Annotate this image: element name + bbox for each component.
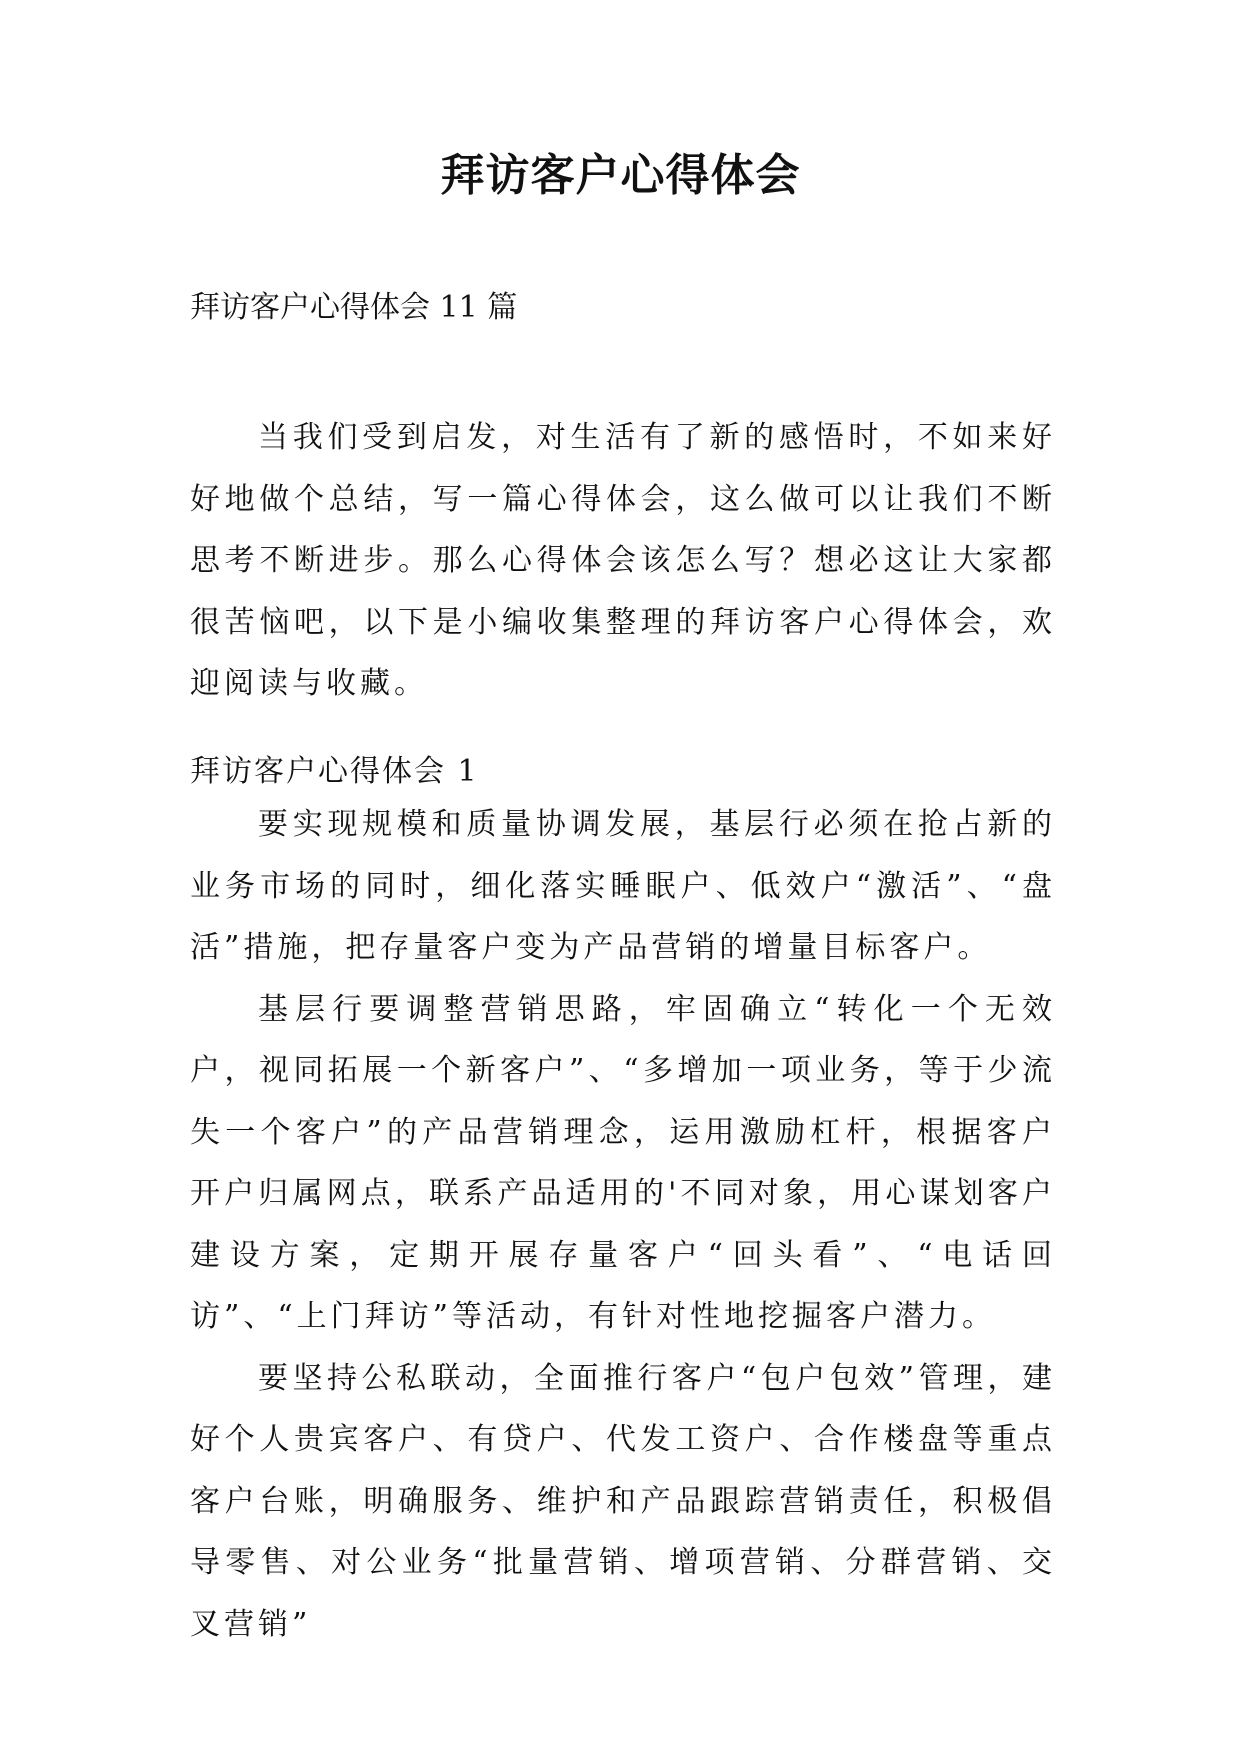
section-heading: 拜访客户心得体会 1 <box>190 754 479 789</box>
section-body <box>190 794 1056 1655</box>
body-paragraph: 基层行要调整营销思路，牢固确立“转化一个无效户，视同拓展一个新客户”、“多增加一项业务，等于少流失一个客户”的产品营销理念，运用激励杠杆，根据客户开户归属网点，联系产品适用的'不同对象，用心谋划客户建设方案，定期开展存量客户“回头看”、“电话回访”、“上门拜访”等活动，有针对性地挖掘客户潜力。 <box>190 991 1056 1334</box>
intro-block <box>190 407 1056 715</box>
body-paragraph: 要实现规模和质量协调发展，基层行必须在抢占新的业务市场的同时，细化落实睡眠户、低效户“激活”、“盘活”措施，把存量客户变为产品营销的增量目标客户。 <box>190 807 1056 965</box>
intro-paragraph: 当我们受到启发，对生活有了新的感悟时，不如来好好地做个总结，写一篇心得体会，这么做可以让我们不断思考不断进步。那么心得体会该怎么写？想必这让大家都很苦恼吧，以下是小编收集整理的拜访客户心得体会，欢迎阅读与收藏。 <box>190 420 1056 701</box>
body-paragraph: 要坚持公私联动，全面推行客户“包户包效”管理，建好个人贵宾客户、有贷户、代发工资户、合作楼盘等重点客户台账，明确服务、维护和产品跟踪营销责任，积极倡导零售、对公业务“批量营销、增项营销、分群营销、交叉营销” <box>190 1360 1056 1642</box>
document-subtitle: 拜访客户心得体会 11 篇 <box>190 290 518 325</box>
page-title: 拜访客户心得体会 <box>440 150 801 201</box>
